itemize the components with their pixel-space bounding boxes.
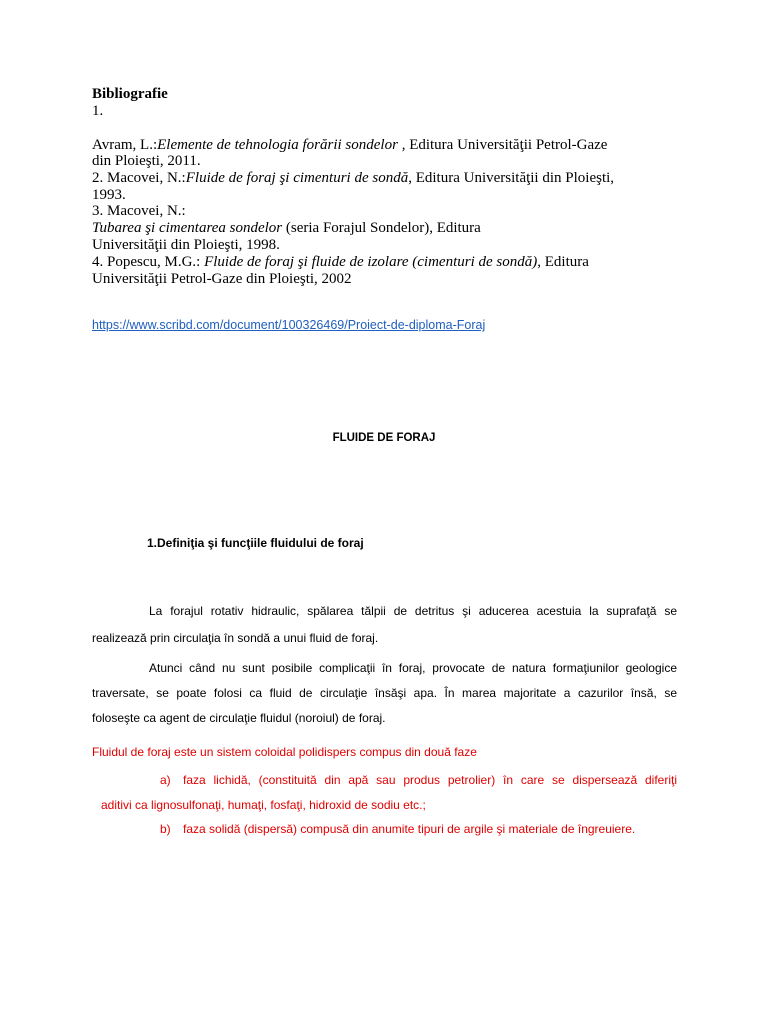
item-b-line-1: faza solidă (dispersă) compusă din anumite tipuri de argile şi materiale de îngreuiere. bbox=[183, 822, 636, 836]
item-a-line-2: aditivi ca lignosulfonaţi, humaţi, fosfaţi, hidroxid de sodiu etc.; bbox=[101, 798, 426, 812]
item-b-marker: b) bbox=[160, 822, 171, 836]
entry-4-title: Fluide de foraj şi fluide de izolare (cimenturi de sondă) bbox=[204, 254, 538, 270]
entry-2-line-2: 1993. bbox=[92, 187, 126, 203]
entry-2-title: Fluide de foraj şi cimenturi de sondă bbox=[185, 170, 409, 186]
bibliography-entry-4 bbox=[92, 254, 589, 271]
entry-1-publisher: , Editura Universităţii Petrol-Gaze bbox=[397, 137, 608, 153]
bibliography-number-1: 1. bbox=[92, 103, 104, 119]
bibliography-entry-1 bbox=[92, 137, 607, 154]
item-a-line-1: faza lichidă, (constituită din apă sau produs petrolier) în care se dispersează diferiţi bbox=[183, 773, 677, 787]
bibliography-entry-2 bbox=[92, 170, 614, 187]
item-a-marker: a) bbox=[160, 773, 171, 787]
section-title: FLUIDE DE FORAJ bbox=[332, 432, 436, 444]
paragraph-2-line-2: traversate, se poate folosi ca fluid de circulaţie însăşi apa. În marea majoritate a cazurilor însă, se bbox=[92, 686, 677, 700]
subsection-title: 1.Definiţia şi funcţiile fluidului de foraj bbox=[147, 536, 364, 550]
scribd-link[interactable]: https://www.scribd.com/document/100326469/Proiect-de-diploma-Foraj bbox=[92, 318, 486, 332]
entry-2-publisher: , Editura Universităţii din Ploieşti, bbox=[408, 170, 615, 186]
entry-1-line-2: din Ploieşti, 2011. bbox=[92, 153, 201, 169]
entry-1-title: Elemente de tehnologia forării sondelor bbox=[157, 137, 398, 153]
paragraph-2-line-3: foloseşte ca agent de circulaţie fluidul (noroiul) de foraj. bbox=[92, 711, 386, 725]
entry-3-line-3: Universităţii din Ploieşti, 1998. bbox=[92, 237, 280, 253]
entry-4-publisher: , Editura bbox=[537, 254, 589, 270]
paragraph-1-line-1: La forajul rotativ hidraulic, spălarea tălpii de detritus şi aducerea acestuia la suprafaţă se bbox=[149, 604, 677, 618]
red-intro: Fluidul de foraj este un sistem coloidal polidispers compus din două faze bbox=[92, 745, 477, 759]
entry-4-prefix: 4. Popescu, M.G.: bbox=[92, 254, 205, 270]
paragraph-1-line-2: realizează prin circulaţia în sondă a unui fluid de foraj. bbox=[92, 631, 379, 645]
entry-3-line-1: 3. Macovei, N.: bbox=[92, 203, 186, 219]
entry-3-rest: (seria Forajul Sondelor), Editura bbox=[282, 220, 481, 236]
bibliography-heading: Bibliografie bbox=[92, 86, 168, 102]
entry-2-prefix: 2. Macovei, N.: bbox=[92, 170, 186, 186]
bibliography-entry-3 bbox=[92, 220, 481, 237]
paragraph-2-line-1: Atunci când nu sunt posibile complicaţii în foraj, provocate de natura formaţiunilor geologice bbox=[149, 661, 677, 675]
entry-3-title: Tubarea şi cimentarea sondelor bbox=[92, 220, 283, 236]
entry-1-author: Avram, L.: bbox=[92, 137, 158, 153]
entry-4-line-2: Universităţii Petrol-Gaze din Ploieşti, 2002 bbox=[92, 271, 352, 287]
